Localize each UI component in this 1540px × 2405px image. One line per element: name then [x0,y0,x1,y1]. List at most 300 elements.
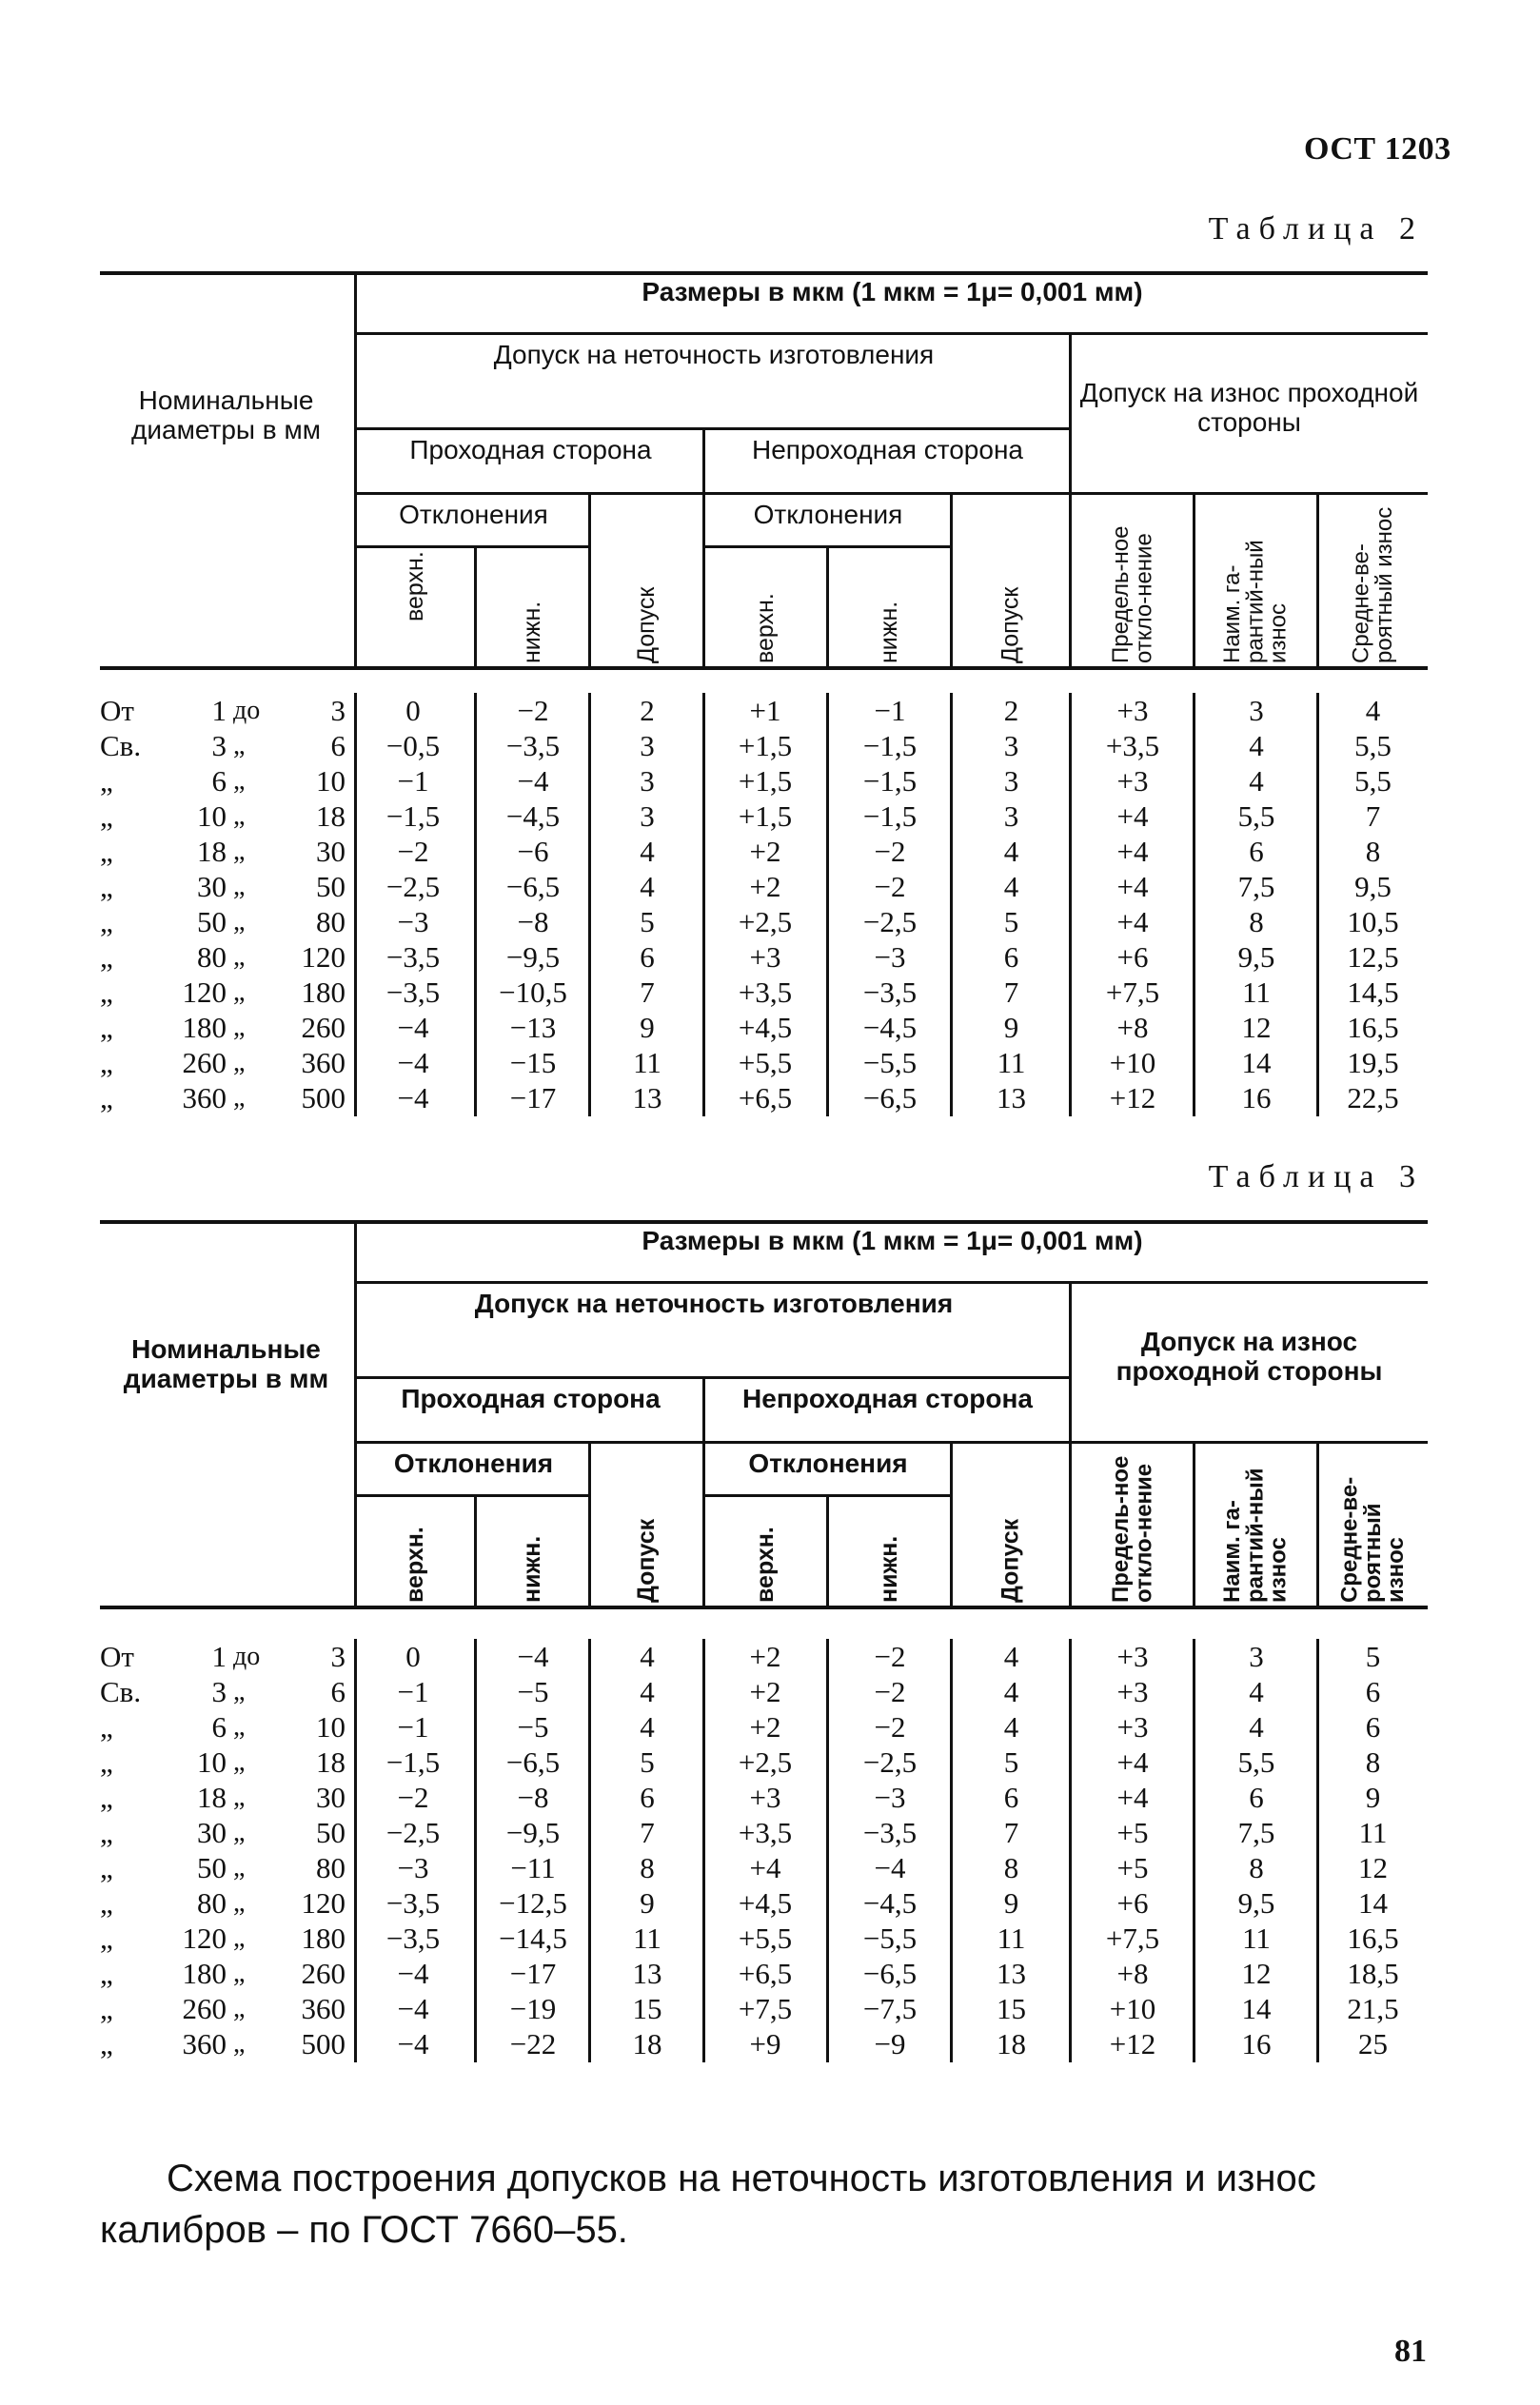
value-cell: 9,5 [1237,940,1275,974]
header-dimensions-unit: Размеры в мкм (1 мкм = 1μ= 0,001 мм) [642,277,1143,306]
value-cell: 5,5 [1237,1745,1275,1779]
value-cell: 3 [1003,799,1019,833]
value-cell: +2 [749,835,781,868]
value-cell: 14,5 [1347,976,1399,1009]
range-from: 50 [197,905,227,938]
value-cell: −9,5 [505,940,561,974]
range-connector: „ [233,1923,246,1953]
value-cell: −0,5 [385,729,441,762]
value-cell: −5,5 [862,1922,918,1955]
table-row [100,869,1428,904]
value-cell: +5,5 [738,1046,793,1079]
value-cell: 18,5 [1347,1957,1399,1990]
value-cell: 6 [1249,1781,1264,1814]
header-tolerance-nogo: Допуск [997,586,1024,663]
header-wear-tolerance: Допуск на износ проходной стороны [1116,1327,1383,1387]
value-cell: +8 [1116,1011,1149,1044]
value-cell: 9 [640,1011,655,1044]
value-cell: −2 [397,1781,429,1814]
value-cell: +3 [749,1781,781,1814]
value-cell: +2 [749,870,781,903]
range-connector: „ [233,731,246,760]
header-nogo-side: Непроходная сторона [742,1384,1033,1413]
range-to: 180 [301,976,346,1009]
table-row [100,1780,1428,1815]
value-cell: 4 [1003,1675,1019,1708]
value-cell: −4 [517,1640,549,1673]
range-prefix: „ [100,1710,113,1744]
value-cell: 9 [640,1886,655,1920]
page-number: 81 [1394,2334,1427,2369]
table-2-caption: Таблица 2 [1208,211,1424,246]
value-cell: −2,5 [385,1816,441,1849]
footnote-text: Схема построения допусков на неточность изготовления и износ калибров – по ГОСТ 7660–55. [100,2158,1316,2252]
value-cell: 5 [640,1745,655,1779]
value-cell: −3 [397,1851,429,1884]
value-cell: 8 [1365,1745,1381,1779]
range-from: 180 [182,1011,227,1044]
header-tolerance-go: Допуск [632,586,660,663]
value-cell: 0 [405,694,421,727]
header-tolerance-nogo: Допуск [997,1518,1024,1603]
value-cell: 6 [1003,940,1019,974]
range-to: 18 [316,799,346,833]
header-nogo-side: Непроходная сторона [751,435,1023,464]
value-cell: +5,5 [738,1922,793,1955]
range-to: 260 [301,1957,346,1990]
value-cell: +5 [1116,1851,1149,1884]
value-cell: 11 [997,1922,1026,1955]
value-cell: +7,5 [738,1992,793,2025]
value-cell: +12 [1109,1081,1156,1114]
value-cell: −1 [397,1675,429,1708]
header-go-side: Проходная сторона [401,1384,661,1413]
range-from: 180 [182,1957,227,1990]
value-cell: +3 [1116,1675,1149,1708]
value-cell: 4 [1003,1640,1019,1673]
value-cell: 4 [1249,764,1264,798]
value-cell: 13 [632,1957,662,1990]
range-to: 18 [316,1745,346,1779]
range-from: 30 [197,1816,227,1849]
value-cell: 9 [1003,1886,1019,1920]
range-to: 120 [301,940,346,974]
range-to: 260 [301,1011,346,1044]
value-cell: +10 [1109,1992,1156,2025]
value-cell: −1,5 [862,764,918,798]
value-cell: 18 [632,2027,662,2060]
table-row [100,904,1428,939]
value-cell: 4 [1003,870,1019,903]
value-cell: 25 [1358,2027,1388,2060]
value-cell: −22 [509,2027,557,2060]
value-cell: 6 [640,940,655,974]
value-cell: 6 [1365,1710,1381,1744]
value-cell: 10,5 [1347,905,1399,938]
range-to: 10 [316,1710,346,1744]
range-to: 50 [316,870,346,903]
range-prefix: „ [100,1745,113,1779]
header-manufacturing-tolerance: Допуск на неточность изготовления [474,1289,954,1318]
value-cell: −2 [874,1675,906,1708]
table-row [100,1745,1428,1780]
value-cell: 11 [997,1046,1026,1079]
range-connector: „ [233,1994,246,2023]
range-prefix: „ [100,940,113,974]
value-cell: 4 [1249,729,1264,762]
value-cell: 7,5 [1237,870,1275,903]
value-cell: 11 [633,1922,661,1955]
header-upper-nogo: верхн. [751,593,779,663]
header-dimensions-unit: Размеры в мкм (1 мкм = 1μ= 0,001 мм) [642,1226,1143,1255]
range-prefix: „ [100,905,113,938]
range-connector: „ [233,1083,246,1113]
value-cell: +3 [1116,1710,1149,1744]
value-cell: 11 [1242,976,1271,1009]
range-to: 3 [330,1640,346,1673]
header-deviations-go: Отклонения [393,1449,554,1478]
table-3-header [100,1220,1428,1618]
value-cell: −4 [397,2027,429,2060]
value-cell: −4 [397,1081,429,1114]
value-cell: 12 [1241,1957,1272,1990]
header-limit-deviation: Предель-ное откло-нение [1108,1455,1157,1603]
value-cell: 4 [640,1640,655,1673]
value-cell: −4,5 [862,1886,918,1920]
value-cell: −1,5 [862,729,918,762]
value-cell: 4 [1003,835,1019,868]
table-row [100,728,1428,763]
value-cell: 6 [1003,1781,1019,1814]
value-cell: +2,5 [738,1745,793,1779]
header-manufacturing-tolerance: Допуск на неточность изготовления [493,340,935,369]
header-wear-tolerance: Допуск на износ проходной стороны [1079,378,1419,438]
value-cell: +12 [1109,2027,1156,2060]
header-lower-nogo: нижн. [875,1535,902,1603]
value-cell: 7,5 [1237,1816,1275,1849]
value-cell: 9 [1003,1011,1019,1044]
table-3-body [100,1639,1428,2077]
range-connector: „ [233,1818,246,1847]
value-cell: 14 [1358,1886,1388,1920]
value-cell: +4 [1116,799,1149,833]
value-cell: 0 [405,1640,421,1673]
header-go-side: Проходная сторона [409,435,652,464]
range-to: 3 [330,694,346,727]
value-cell: 2 [1003,694,1019,727]
table-3-caption: Таблица 3 [1208,1159,1424,1194]
value-cell: +2 [749,1710,781,1744]
value-cell: 4 [640,870,655,903]
table-row [100,1010,1428,1045]
range-to: 360 [301,1046,346,1079]
value-cell: 6 [640,1781,655,1814]
range-to: 30 [316,1781,346,1814]
header-limit-deviation: Предель-ное откло-нение [1108,525,1157,663]
value-cell: −4 [517,764,549,798]
value-cell: 16,5 [1347,1922,1399,1955]
range-connector: „ [233,1747,246,1777]
value-cell: −3 [874,940,906,974]
value-cell: 8 [1249,905,1264,938]
range-connector: „ [233,942,246,972]
value-cell: −3,5 [385,1922,441,1955]
value-cell: +6,5 [738,1957,793,1990]
value-cell: −3,5 [385,1886,441,1920]
value-cell: 5 [1365,1640,1381,1673]
value-cell: +4 [1116,1745,1149,1779]
range-prefix: „ [100,799,113,833]
value-cell: +5 [1116,1816,1149,1849]
range-connector: „ [233,1712,246,1742]
value-cell: 5 [1003,905,1019,938]
value-cell: −6,5 [505,870,561,903]
range-connector: „ [233,2029,246,2059]
value-cell: +1,5 [738,764,793,798]
value-cell: +2 [749,1675,781,1708]
value-cell: −10,5 [499,976,567,1009]
value-cell: 7 [640,1816,655,1849]
document-code: ОСТ 1203 [1304,131,1451,167]
value-cell: 16 [1241,2027,1272,2060]
value-cell: 4 [1365,694,1381,727]
value-cell: −5 [517,1675,549,1708]
value-cell: 5 [1003,1745,1019,1779]
value-cell: −2 [397,835,429,868]
value-cell: 7 [1003,976,1019,1009]
value-cell: 7 [640,976,655,1009]
range-from: 6 [211,764,227,798]
value-cell: −6,5 [505,1745,561,1779]
value-cell: 22,5 [1347,1081,1399,1114]
value-cell: 7 [1365,799,1381,833]
value-cell: 8 [1003,1851,1019,1884]
value-cell: +1 [749,694,781,727]
value-cell: −1 [397,764,429,798]
range-from: 10 [197,799,227,833]
value-cell: +3,5 [738,976,793,1009]
range-from: 260 [182,1992,227,2025]
range-prefix: Св. [100,729,142,762]
range-connector: „ [233,1048,246,1077]
header-lower-go: нижн. [518,1535,545,1603]
range-to: 50 [316,1816,346,1849]
value-cell: 11 [1242,1922,1271,1955]
range-from: 10 [197,1745,227,1779]
range-from: 120 [182,1922,227,1955]
value-cell: 3 [640,799,655,833]
range-connector: до [233,1642,261,1671]
range-to: 500 [301,2027,346,2060]
value-cell: +10 [1109,1046,1156,1079]
table-row [100,1991,1428,2026]
value-cell: +8 [1116,1957,1149,1990]
value-cell: +6 [1116,940,1149,974]
value-cell: −4,5 [862,1011,918,1044]
value-cell: −6,5 [862,1957,918,1990]
value-cell: +3 [1116,1640,1149,1673]
value-cell: −2 [874,835,906,868]
header-deviations-go: Отклонения [399,500,548,529]
value-cell: 12 [1241,1011,1272,1044]
value-cell: −15 [509,1046,557,1079]
range-connector: „ [233,907,246,936]
value-cell: −1,5 [385,799,441,833]
range-prefix: „ [100,1011,113,1044]
range-from: 80 [197,940,227,974]
value-cell: +3,5 [738,1816,793,1849]
table-row [100,1956,1428,1991]
value-cell: −7,5 [862,1992,918,2025]
value-cell: 14 [1241,1046,1272,1079]
range-connector: „ [233,1013,246,1042]
value-cell: −4 [874,1851,906,1884]
value-cell: +3 [1116,694,1149,727]
range-prefix: „ [100,1081,113,1114]
value-cell: +3 [749,940,781,974]
value-cell: 4 [1249,1675,1264,1708]
range-connector: „ [233,1959,246,1988]
range-from: 50 [197,1851,227,1884]
value-cell: −9,5 [505,1816,561,1849]
value-cell: 4 [640,835,655,868]
value-cell: +7,5 [1105,976,1160,1009]
value-cell: −17 [509,1957,557,1990]
range-to: 10 [316,764,346,798]
range-prefix: „ [100,1851,113,1884]
range-from: 18 [197,835,227,868]
range-prefix: „ [100,976,113,1009]
value-cell: 3 [1003,764,1019,798]
range-prefix: „ [100,1816,113,1849]
range-from: 80 [197,1886,227,1920]
value-cell: −1 [874,694,906,727]
range-prefix: „ [100,1957,113,1990]
value-cell: +3,5 [1105,729,1160,762]
value-cell: −5 [517,1710,549,1744]
range-from: 6 [211,1710,227,1744]
value-cell: −3,5 [862,1816,918,1849]
value-cell: 5,5 [1237,799,1275,833]
range-prefix: От [100,694,134,727]
table-row [100,1921,1428,1956]
value-cell: 15 [632,1992,662,2025]
value-cell: 5 [640,905,655,938]
value-cell: 4 [640,1675,655,1708]
value-cell: −3 [874,1781,906,1814]
value-cell: 3 [1249,694,1264,727]
table-row [100,763,1428,798]
value-cell: 12,5 [1347,940,1399,974]
value-cell: +3 [1116,764,1149,798]
value-cell: 4 [1003,1710,1019,1744]
range-prefix: „ [100,1992,113,2025]
value-cell: 19,5 [1347,1046,1399,1079]
range-from: 3 [211,1675,227,1708]
value-cell: +4,5 [738,1886,793,1920]
header-deviations-nogo: Отклонения [753,500,903,529]
value-cell: 16,5 [1347,1011,1399,1044]
table-row [100,1850,1428,1885]
value-cell: −2,5 [385,870,441,903]
header-tolerance-go: Допуск [632,1518,660,1603]
value-cell: 12 [1358,1851,1388,1884]
value-cell: −3 [397,905,429,938]
value-cell: 16 [1241,1081,1272,1114]
range-connector: „ [233,1783,246,1812]
range-from: 1 [211,1640,227,1673]
range-from: 3 [211,729,227,762]
range-to: 30 [316,835,346,868]
value-cell: +1,5 [738,799,793,833]
value-cell: +6,5 [738,1081,793,1114]
range-prefix: „ [100,870,113,903]
table-row [100,1709,1428,1745]
range-prefix: „ [100,1886,113,1920]
range-connector: „ [233,766,246,796]
table-row [100,1815,1428,1850]
header-mean-probable-wear: Средне-ве-роятный износ [1348,506,1397,663]
table-row [100,1674,1428,1709]
value-cell: 6 [1249,835,1264,868]
table-row [100,693,1428,728]
value-cell: −12,5 [499,1886,567,1920]
range-from: 120 [182,976,227,1009]
value-cell: 8 [1249,1851,1264,1884]
header-lower-nogo: нижн. [875,601,902,663]
value-cell: −6,5 [862,1081,918,1114]
value-cell: 3 [1003,729,1019,762]
value-cell: 13 [632,1081,662,1114]
table-row [100,2026,1428,2061]
value-cell: +4 [1116,1781,1149,1814]
value-cell: 14 [1241,1992,1272,2025]
table-row [100,939,1428,975]
value-cell: −4 [397,1011,429,1044]
value-cell: +4 [1116,905,1149,938]
header-min-guaranteed-wear: Наим. га-рантий-ный износ [1218,1468,1292,1603]
header-upper-go: верхн. [401,551,428,621]
range-connector: „ [233,977,246,1007]
value-cell: 5,5 [1354,764,1392,798]
value-cell: 3 [640,764,655,798]
value-cell: −19 [509,1992,557,2025]
value-cell: 4 [640,1710,655,1744]
table-row [100,1639,1428,1674]
range-from: 1 [211,694,227,727]
value-cell: −2,5 [862,905,918,938]
value-cell: 3 [640,729,655,762]
range-to: 6 [330,1675,346,1708]
value-cell: −11 [510,1851,556,1884]
range-prefix: „ [100,1781,113,1814]
range-prefix: От [100,1640,134,1673]
value-cell: 15 [997,1992,1026,2025]
value-cell: −3,5 [385,976,441,1009]
value-cell: −8 [517,905,549,938]
range-prefix: „ [100,1046,113,1079]
range-to: 80 [316,905,346,938]
range-prefix: „ [100,2027,113,2060]
table-row [100,975,1428,1010]
value-cell: 11 [633,1046,661,1079]
value-cell: −2 [874,1710,906,1744]
value-cell: 4 [1249,1710,1264,1744]
header-min-guaranteed-wear: Наим. га-рантий-ный износ [1218,540,1292,663]
header-nominal-diameters: Номинальные диаметры в мм [131,385,321,445]
value-cell: 2 [640,694,655,727]
value-cell: 13 [997,1957,1026,1990]
